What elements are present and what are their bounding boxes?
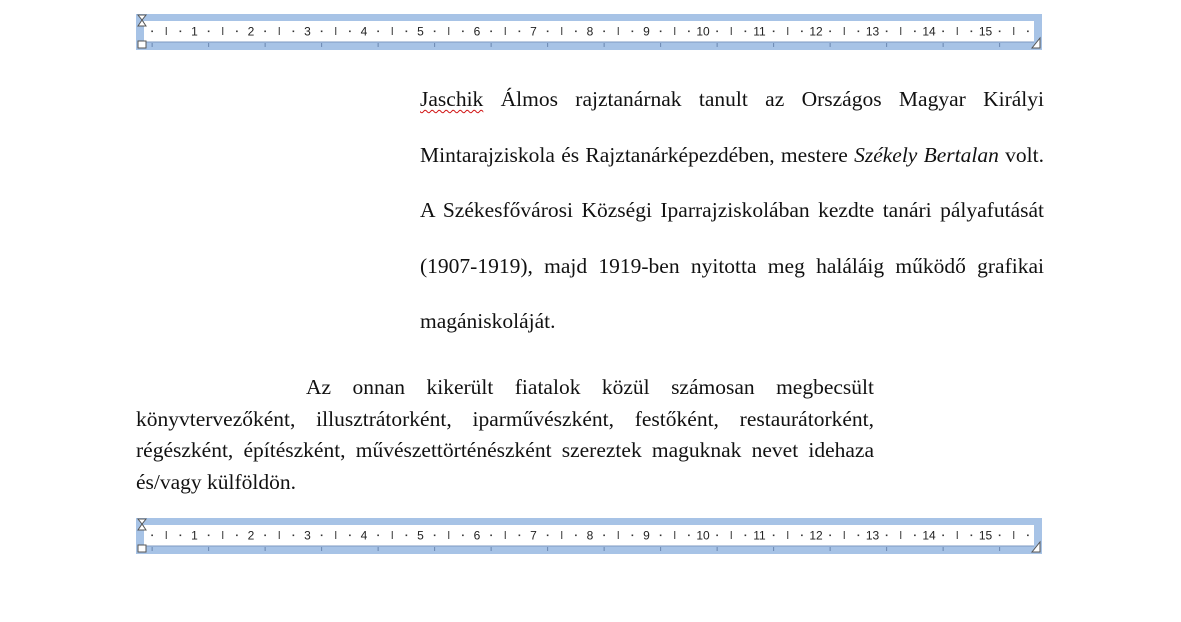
- ruler-number: 7: [530, 528, 537, 543]
- ruler-tick-minor: [829, 535, 831, 537]
- ruler-tick-minor: [858, 535, 860, 537]
- ruler-tick-minor: [603, 31, 605, 33]
- ruler-tick-minor: [999, 31, 1001, 33]
- ruler-tick-minor: [632, 535, 634, 537]
- ruler-number: 4: [360, 528, 368, 543]
- ruler-tick-minor: [688, 535, 690, 537]
- paragraph-alumni[interactable]: [136, 372, 874, 499]
- ruler-number: 9: [643, 528, 650, 543]
- ruler-graphic-top: [136, 14, 1042, 50]
- ruler-number: 7: [530, 24, 537, 39]
- ruler-tick-minor: [321, 535, 323, 537]
- ruler-tick-minor: [462, 31, 464, 33]
- ruler-tick-minor: [547, 535, 549, 537]
- ruler-number: 13: [865, 24, 880, 39]
- ruler-tick-minor: [745, 535, 747, 537]
- horizontal-ruler-top[interactable]: [136, 14, 1042, 50]
- ruler-tick-minor: [999, 535, 1001, 537]
- ruler-tick-minor: [151, 535, 153, 537]
- ruler-number: 15: [978, 24, 993, 39]
- ruler-number: 1: [191, 528, 198, 543]
- ruler-tick-minor: [349, 535, 351, 537]
- ruler-number: 6: [473, 528, 481, 543]
- ruler-tick-minor: [377, 535, 379, 537]
- ruler-tick-minor: [603, 535, 605, 537]
- ruler-number: 11: [753, 528, 766, 543]
- ruler-tick-minor: [236, 31, 238, 33]
- ruler-tick-minor: [886, 535, 888, 537]
- ruler-number: 3: [304, 24, 311, 39]
- ruler-tick-minor: [914, 535, 916, 537]
- ruler-tick-minor: [829, 31, 831, 33]
- ruler-tick-minor: [519, 535, 521, 537]
- ruler-number: 2: [247, 528, 255, 543]
- ruler-tick-minor: [1027, 535, 1029, 537]
- ruler-number: 3: [304, 528, 311, 543]
- paragraph-alumni-text: Az onnan kikerült fiatalok közül számosan megbecsült könyvtervezőként, illusztrátorként, iparművészként, festőként, restaurátorként, régészként, építészként, művészettörténészként szereztek maguknak nevet idehaza és/vagy külföldön.: [136, 375, 874, 495]
- ruler-tick-minor: [293, 31, 295, 33]
- ruler-tick-minor: [321, 31, 323, 33]
- ruler-tick-minor: [434, 31, 436, 33]
- ruler-tick-minor: [688, 31, 690, 33]
- ruler-number: 1: [191, 24, 198, 39]
- ruler-tick-minor: [519, 31, 521, 33]
- ruler-number: 12: [809, 528, 823, 543]
- ruler-tick-minor: [716, 535, 718, 537]
- ruler-tick-minor: [801, 31, 803, 33]
- ruler-number: 12: [809, 24, 823, 39]
- ruler-tick-minor: [660, 535, 662, 537]
- ruler-number: 5: [417, 528, 424, 543]
- ruler-tick-minor: [264, 31, 266, 33]
- ruler-number: 11: [753, 24, 766, 39]
- ruler-graphic-bottom: [136, 518, 1042, 554]
- ruler-tick-minor: [801, 535, 803, 537]
- ruler-number: 8: [586, 528, 594, 543]
- paragraph-jaschik[interactable]: [420, 72, 1044, 350]
- horizontal-ruler-bottom[interactable]: [136, 518, 1042, 554]
- ruler-tick-minor: [575, 535, 577, 537]
- ruler-number: 13: [865, 528, 880, 543]
- ruler-tick-minor: [942, 31, 944, 33]
- ruler-tick-minor: [971, 31, 973, 33]
- left-indent-icon: [138, 545, 146, 552]
- ruler-number: 4: [360, 24, 368, 39]
- ruler-tick-minor: [490, 535, 492, 537]
- ruler-tick-minor: [942, 535, 944, 537]
- italic-name: Székely Bertalan: [854, 142, 999, 167]
- ruler-number: 15: [978, 528, 993, 543]
- ruler-tick-minor: [575, 31, 577, 33]
- ruler-number: 14: [922, 528, 936, 543]
- paragraph-text-a: Álmos rajztanárnak tanult az Országos Magyar Királyi Mintarajziskola és Rajztanárképezdében, mestere: [420, 87, 1044, 167]
- spellcheck-flagged-word[interactable]: Jaschik: [420, 87, 484, 111]
- ruler-tick-minor: [716, 31, 718, 33]
- ruler-tick-minor: [406, 31, 408, 33]
- ruler-tick-minor: [264, 535, 266, 537]
- ruler-number: 10: [696, 24, 710, 39]
- ruler-tick-minor: [180, 535, 182, 537]
- ruler-number: 8: [586, 24, 594, 39]
- ruler-tick-minor: [236, 535, 238, 537]
- ruler-tick-minor: [406, 535, 408, 537]
- ruler-number: 5: [417, 24, 424, 39]
- ruler-tick-minor: [745, 31, 747, 33]
- ruler-tick-minor: [632, 31, 634, 33]
- ruler-tick-minor: [208, 31, 210, 33]
- ruler-tick-minor: [773, 31, 775, 33]
- ruler-tick-minor: [490, 31, 492, 33]
- left-indent-icon: [138, 41, 146, 48]
- ruler-number: 14: [922, 24, 936, 39]
- ruler-tick-minor: [208, 535, 210, 537]
- ruler-number: 6: [473, 24, 481, 39]
- ruler-tick-minor: [858, 31, 860, 33]
- paragraph-text-b: volt. A Székesfővárosi Községi Iparrajziskolában kezdte tanári pályafutását (1907-1919), majd 1919-ben nyitotta meg haláláig működő grafikai magániskoláját.: [420, 142, 1044, 333]
- ruler-tick-minor: [1027, 31, 1029, 33]
- ruler-tick-minor: [180, 31, 182, 33]
- ruler-tick-minor: [293, 535, 295, 537]
- ruler-tick-minor: [914, 31, 916, 33]
- ruler-tick-minor: [349, 31, 351, 33]
- ruler-tick-minor: [773, 535, 775, 537]
- ruler-tick-minor: [151, 31, 153, 33]
- ruler-number: 10: [696, 528, 710, 543]
- ruler-tick-minor: [660, 31, 662, 33]
- ruler-tick-minor: [886, 31, 888, 33]
- ruler-number: 9: [643, 24, 650, 39]
- ruler-tick-minor: [547, 31, 549, 33]
- ruler-tick-minor: [434, 535, 436, 537]
- ruler-tick-minor: [971, 535, 973, 537]
- ruler-tick-minor: [377, 31, 379, 33]
- ruler-tick-minor: [462, 535, 464, 537]
- ruler-number: 2: [247, 24, 255, 39]
